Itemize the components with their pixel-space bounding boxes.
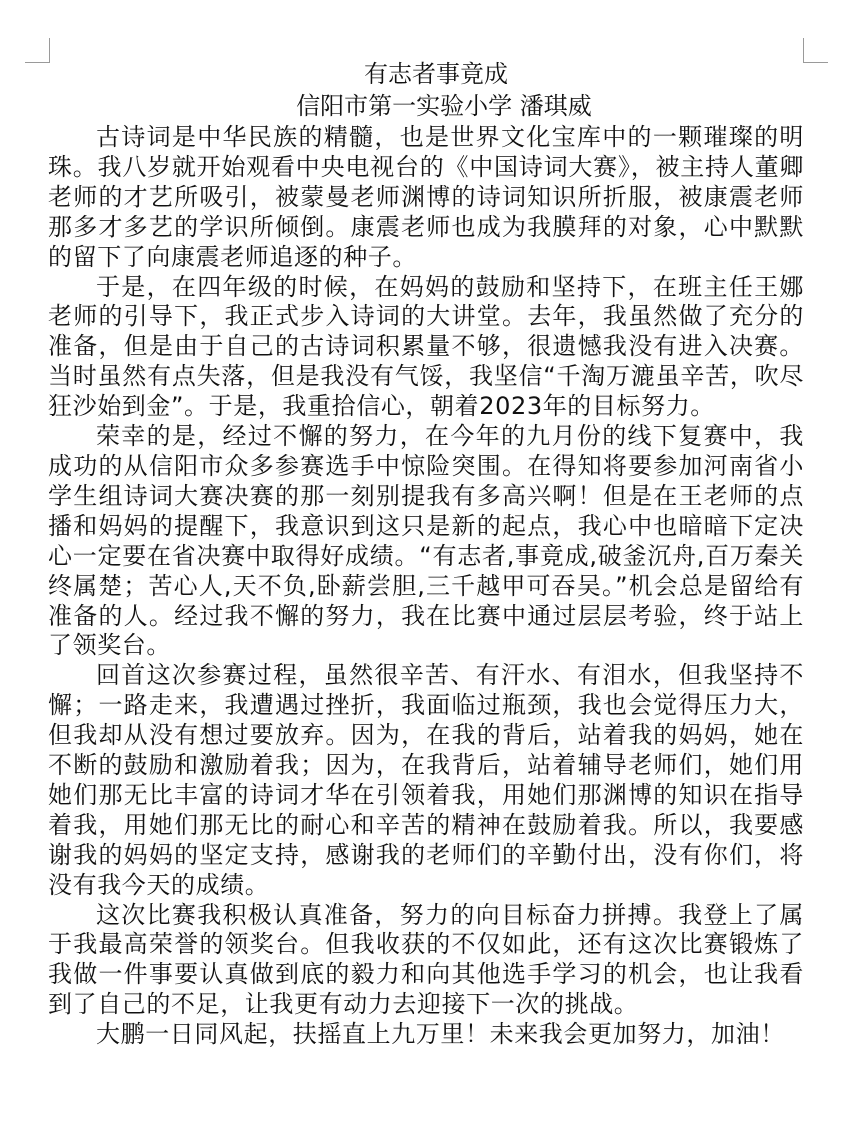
crop-mark-top-right: [803, 38, 828, 63]
document-body: [48, 58, 804, 1050]
paragraph-1: 古诗词是中华民族的精髓，也是世界文化宝库中的一颗璀璨的明珠。我八岁就开始观看中央电视台的《中国诗词大赛》，被主持人董卿老师的才艺所吸引，被蒙曼老师渊博的诗词知识所折服，被康震老师那多才多艺的学识所倾倒。康震老师也成为我膜拜的对象，心中默默的留下了向康震老师追逐的种子。: [48, 123, 804, 271]
crop-mark-top-left: [25, 38, 50, 63]
paragraph-2: 于是，在四年级的时候，在妈妈的鼓励和坚持下，在班主任王娜老师的引导下，我正式步入诗词的大讲堂。去年，我虽然做了充分的准备，但是由于自己的古诗词积累量不够，很遗憾我没有进入决赛。当时虽然有点失落，但是我没有气馁，我坚信“千淘万漉虽辛苦，吹尽狂沙始到金”。于是，我重拾信心，朝着2023年的目标努力。: [48, 272, 804, 421]
paragraph-6: 大鹏一日同风起，扶摇直上九万里！未来我会更加努力，加油！: [96, 1020, 785, 1049]
author-byline: 信阳市第一实验小学 潘琪威: [296, 92, 592, 120]
document-title: 有志者事竟成: [364, 60, 508, 88]
paragraph-4: 回首这次参赛过程，虽然很辛苦、有汗水、有泪水，但我坚持不懈；一路走来，我遭遇过挫折，我面临过瓶颈，我也会觉得压力大，但我却从没有想过要放弃。因为，在我的背后，站着我的妈妈，她在不断的鼓励和激励着我；因为，在我背后，站着辅导老师们，她们用她们那无比丰富的诗词才华在引领着我，用她们那渊博的知识在指导着我，用她们那无比的耐心和辛苦的精神在鼓励着我。所以，我要感谢我的妈妈的坚定支持，感谢我的老师们的辛勤付出，没有你们，将没有我今天的成绩。: [48, 661, 804, 899]
paragraph-5: 这次比赛我积极认真准备，努力的向目标奋力拼搏。我登上了属于我最高荣誉的领奖台。但我收获的不仅如此，还有这次比赛锻炼了我做一件事要认真做到底的毅力和向其他选手学习的机会，也让我看到了自己的不足，让我更有动力去迎接下一次的挑战。: [48, 900, 804, 1019]
paragraph-3: 荣幸的是，经过不懈的努力，在今年的九月份的线下复赛中，我成功的从信阳市众多参赛选手中惊险突围。在得知将要参加河南省小学生组诗词大赛决赛的那一刻别提我有多高兴啊！但是在王老师的点播和妈妈的提醒下，我意识到这只是新的起点，我心中也暗暗下定决心一定要在省决赛中取得好成绩。“有志者,事竟成,破釜沉舟,百万秦关终属楚；苦心人,天不负,卧薪尝胆,三千越甲可吞吴。”机会总是留给有准备的人。经过我不懈的努力，我在比赛中通过层层考验，终于站上了领奖台。: [48, 422, 804, 660]
